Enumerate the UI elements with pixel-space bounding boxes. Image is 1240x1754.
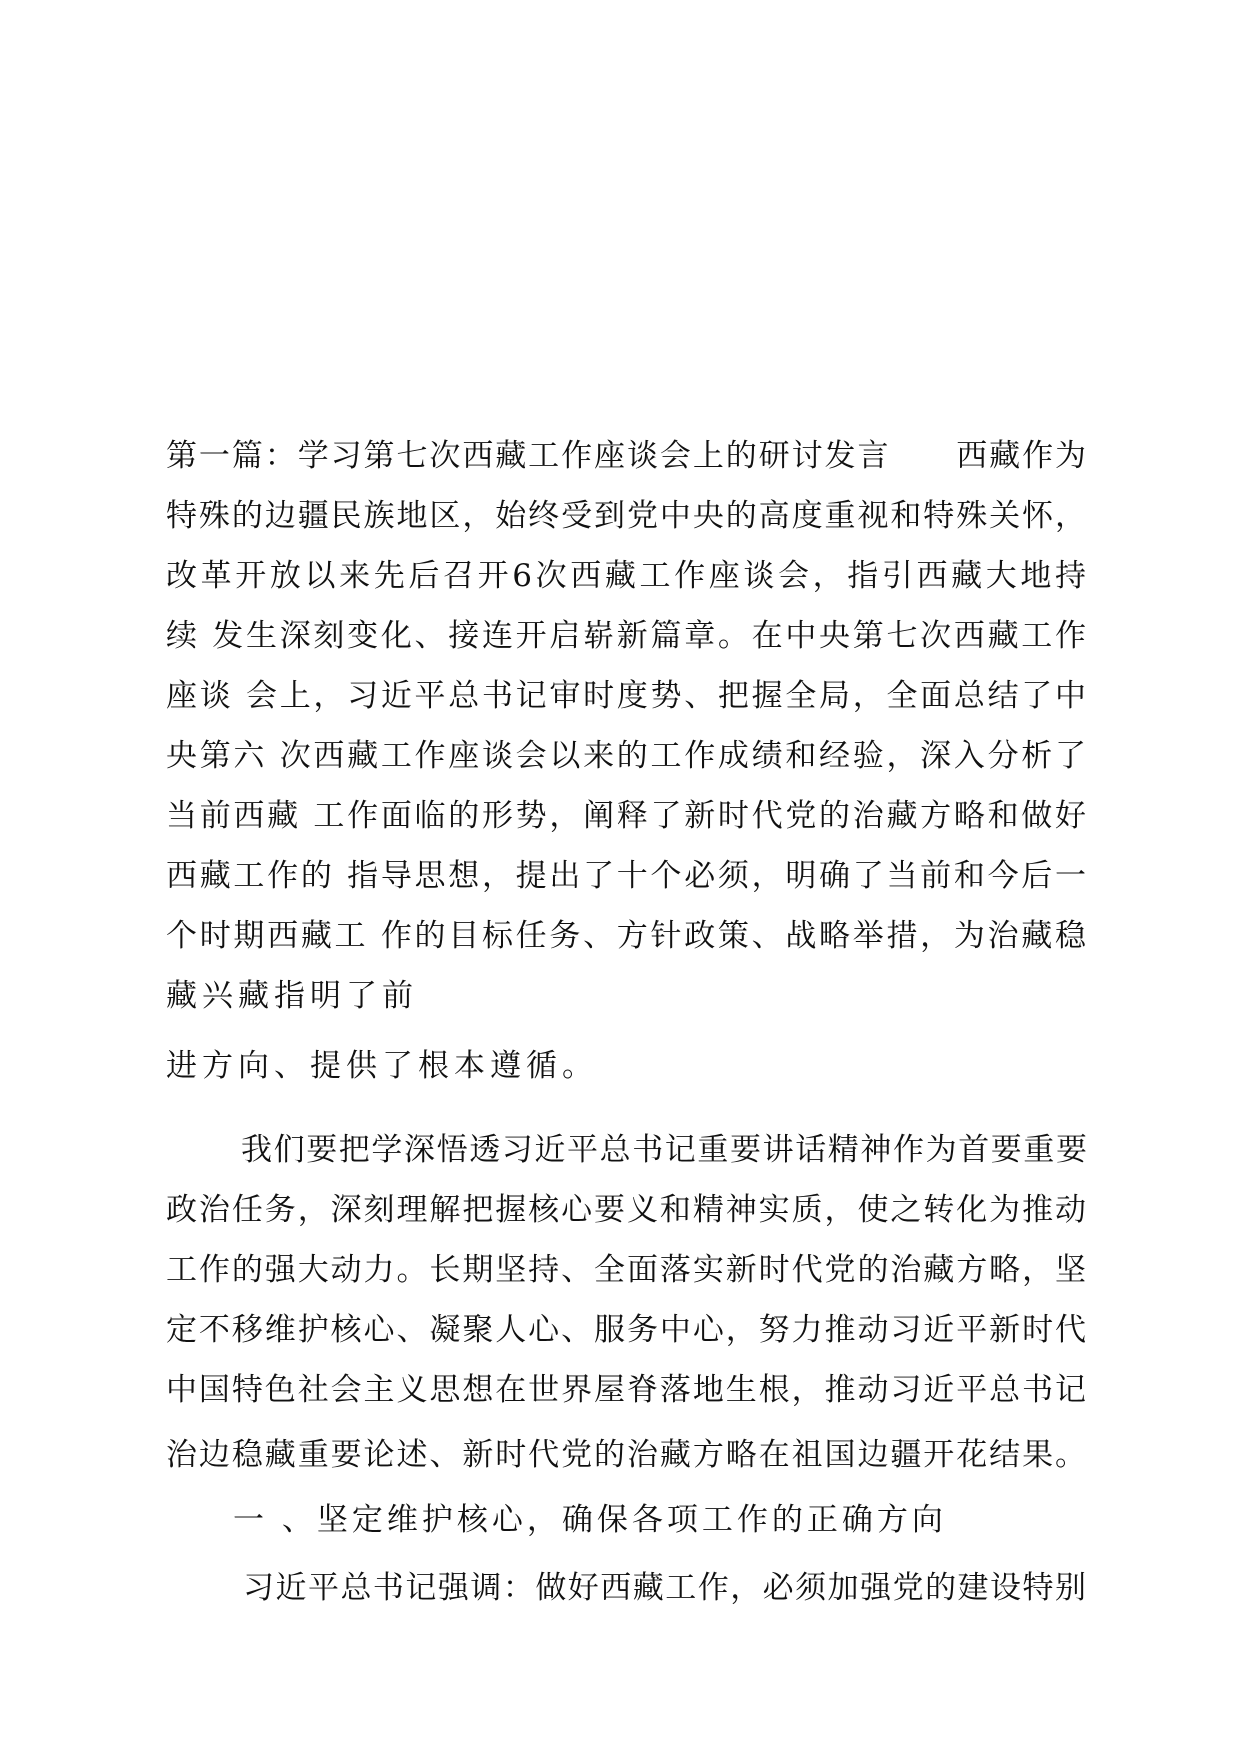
text-line: 工作的强大动力。长期坚持、全面落实新时代党的治藏方略，坚 [166, 1252, 1086, 1288]
text-line: 座谈 会上，习近平总书记审时度势、把握全局，全面总结了中 [166, 678, 1086, 714]
text-line: 政治任务，深刻理解把握核心要义和精神实质，使之转化为推动 [166, 1192, 1086, 1228]
text-line: 特殊的边疆民族地区，始终受到党中央的高度重视和特殊关怀， [166, 498, 1086, 534]
text-line: 定不移维护核心、凝聚人心、服务中心，努力推动习近平新时代 [166, 1312, 1086, 1348]
text-line: 进方向、提供了根本遵循。 [166, 1048, 598, 1084]
text-line: 中国特色社会主义思想在世界屋脊落地生根，推动习近平总书记 [166, 1372, 1086, 1408]
text-line: 治边稳藏重要论述、新时代党的治藏方略在祖国边疆开花结果。 [166, 1437, 1086, 1473]
section-heading: 一 、坚定维护核心，确保各项工作的正确方向 [233, 1502, 947, 1538]
text-line: 改革开放以来先后召开6次西藏工作座谈会，指引西藏大地持 [166, 558, 1086, 594]
text-line: 第一篇：学习第七次西藏工作座谈会上的研讨发言 西藏作为 [166, 438, 1086, 474]
paragraph-first-line: 习近平总书记强调：做好西藏工作，必须加强党的建设特别 [243, 1570, 1086, 1606]
paragraph-first-line: 我们要把学深悟透习近平总书记重要讲话精神作为首要重要 [241, 1132, 1087, 1168]
text-line: 央第六 次西藏工作座谈会以来的工作成绩和经验，深入分析了 [166, 738, 1086, 774]
text-line: 个时期西藏工 作的目标任务、方针政策、战略举措，为治藏稳 [166, 918, 1086, 954]
text-line: 当前西藏 工作面临的形势，阐释了新时代党的治藏方略和做好 [166, 798, 1086, 834]
text-line: 西藏工作的 指导思想，提出了十个必须，明确了当前和今后一 [166, 858, 1086, 894]
text-line: 续 发生深刻变化、接连开启崭新篇章。在中央第七次西藏工作 [166, 618, 1086, 654]
text-line: 藏兴藏指明了前 [166, 978, 418, 1014]
